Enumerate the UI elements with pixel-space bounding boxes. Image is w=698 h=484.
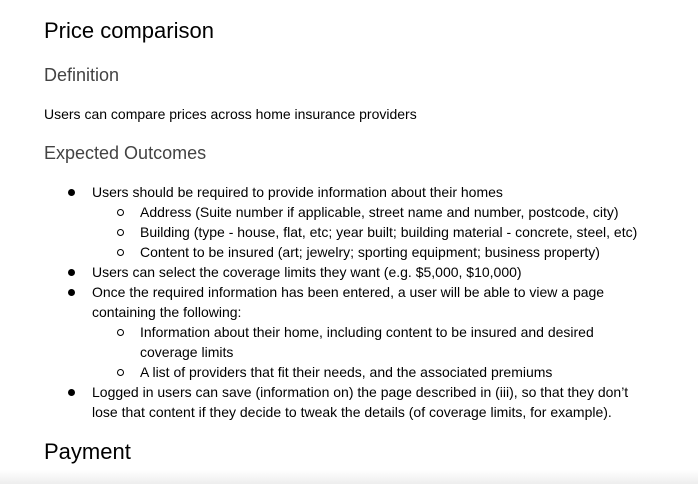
sub-list-item: Building (type - house, flat, etc; year built; building material - concrete, steel, etc) <box>140 224 638 240</box>
bullet-circle-icon <box>117 209 124 216</box>
page-bottom-edge <box>0 470 698 484</box>
bullet-circle-icon <box>117 229 124 236</box>
page-title: Price comparison <box>44 18 214 43</box>
bullet-circle-icon <box>117 329 124 336</box>
bullet-circle-icon <box>117 249 124 256</box>
bullet-disc-icon <box>68 389 75 396</box>
list-item-line: containing the following: <box>92 304 242 320</box>
bullet-disc-icon <box>68 189 75 196</box>
sub-list-item-line: Information about their home, including content to be insured and desired <box>140 324 594 340</box>
list-item: Users should be required to provide information about their homes <box>92 184 503 200</box>
list-item-line: Once the required information has been entered, a user will be able to view a page <box>92 284 605 300</box>
sub-list-item: A list of providers that fit their needs, and the associated premiums <box>140 364 553 380</box>
bullet-disc-icon <box>68 289 75 296</box>
bullet-disc-icon <box>68 269 75 276</box>
sub-list-item-line: coverage limits <box>140 344 234 360</box>
sub-list-item: Content to be insured (art; jewelry; sporting equipment; business property) <box>140 244 600 260</box>
list-item-line: lose that content if they decide to tweak the details (of coverage limits, for example). <box>92 404 612 420</box>
list-item-line: Logged in users can save (information on) the page described in (iii), so that they don’t <box>92 384 629 400</box>
sub-list-item: Address (Suite number if applicable, street name and number, postcode, city) <box>140 204 619 220</box>
section-heading-expected-outcomes: Expected Outcomes <box>44 143 207 163</box>
section-heading-definition: Definition <box>44 65 120 85</box>
definition-text: Users can compare prices across home insurance providers <box>44 106 417 122</box>
bullet-circle-icon <box>117 369 124 376</box>
section-heading-payment: Payment <box>44 439 131 464</box>
list-item: Users can select the coverage limits they want (e.g. $5,000, $10,000) <box>92 264 522 280</box>
